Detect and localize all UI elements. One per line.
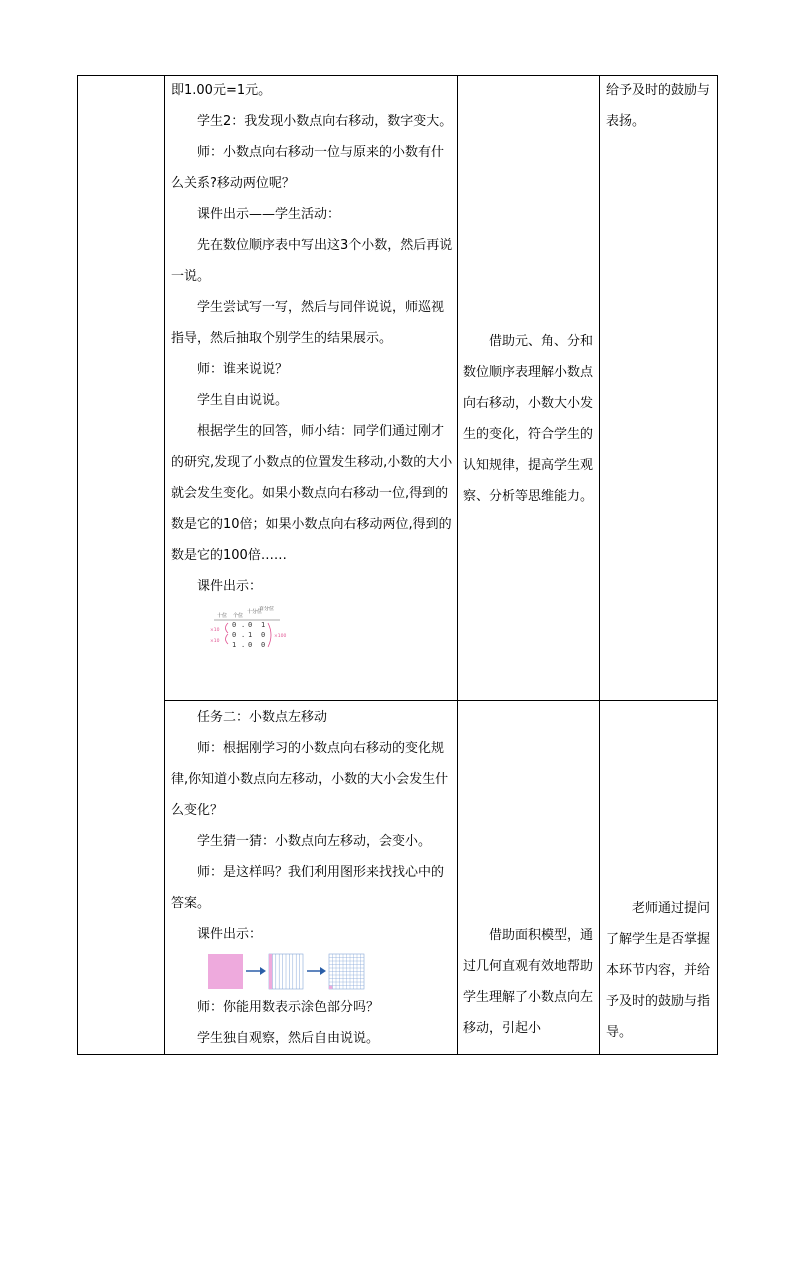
row-1-ones: 0: [232, 621, 237, 629]
area-model-svg: [208, 953, 368, 991]
left-bracket-1: [226, 623, 229, 633]
whole-square-shaded: [208, 954, 243, 989]
row-1-hundredths: 1: [261, 621, 266, 629]
paragraph: 师：谁来说说？: [197, 362, 289, 377]
intent-cell-row1: [463, 326, 594, 951]
row-2-hundredths: 0: [261, 631, 266, 639]
header-tenths: 十分位: [247, 609, 263, 615]
paragraph: 课件出示——学生活动：: [197, 207, 341, 222]
paragraph: 即1.00元=1元。: [171, 83, 272, 98]
right-bracket: [268, 623, 271, 647]
evaluation-cell-row1: [606, 75, 714, 700]
column-divider-3: [599, 75, 600, 1055]
paragraph: 师：你能用数表示涂色部分吗？: [197, 1000, 380, 1015]
times-ten-label-2: ×10: [210, 639, 220, 644]
row-divider: [164, 700, 718, 701]
paragraph: 课件出示：: [197, 927, 263, 942]
paragraph: 课件出示：: [197, 579, 263, 594]
paragraph: 借助面积模型，通过几何直观有效地帮助学生理解了小数点向左移动，引起小: [463, 928, 594, 1036]
evaluation-cell-row2: [606, 893, 714, 1247]
paragraph: 任务二：小数点左移动: [197, 710, 328, 725]
row-3-ones: 1: [232, 641, 237, 649]
paragraph: 师：是这样吗？我们利用图形来找找心中的答案。: [171, 865, 445, 911]
times-hundred-label: ×100: [274, 634, 287, 639]
intent-cell-row2: [463, 920, 594, 1274]
paragraph: 学生独自观察，然后自由说说。: [197, 1031, 380, 1046]
activity-cell-row1: [171, 75, 454, 700]
paragraph: 借助元、角、分和数位顺序表理解小数点向右移动，小数大小发生的变化，符合学生的认知规律，提高学生观察、分析等思维能力。: [463, 334, 594, 504]
tenths-grid: [269, 954, 303, 989]
paragraph: 先在数位顺序表中写出这3个小数，然后再说一说。: [171, 238, 453, 284]
row-3-tenths: 0: [248, 641, 253, 649]
left-bracket-2: [226, 634, 229, 644]
table-border-left: [77, 75, 78, 1055]
column-divider-2: [457, 75, 458, 1055]
times-ten-label-1: ×10: [210, 628, 220, 633]
header-ones: 个位: [233, 613, 244, 619]
paragraph: 给予及时的鼓励与表扬。: [606, 83, 711, 129]
paragraph: 根据学生的回答，师小结：同学们通过刚才的研究,发现了小数点的位置发生移动,小数的大小就会发生变化。如果小数点向右移动一位,得到的数是它的10倍；如果小数点向右移动两位,得到的数是它的100倍……: [171, 424, 453, 563]
arrow-1-head: [260, 967, 266, 975]
column-divider-1: [164, 75, 165, 1055]
paragraph: 师：小数点向右移动一位与原来的小数有什么关系?移动两位呢？: [171, 145, 445, 191]
activity-cell-row2: [171, 702, 454, 1056]
place-value-table-figure: [208, 606, 454, 666]
paragraph: 学生猜一猜：小数点向左移动，会变小。: [197, 834, 432, 849]
hundredths-grid: [329, 954, 364, 989]
row-1-point: .: [241, 621, 246, 629]
paragraph: 学生自由说说。: [197, 393, 289, 408]
header-hundredths: 百分位: [259, 606, 275, 612]
row-3-point: .: [241, 641, 246, 649]
paragraph: 老师通过提问了解学生是否掌握本环节内容，并给予及时的鼓励与指导。: [606, 901, 711, 1040]
place-value-table-svg: [208, 606, 298, 654]
row-2-tenths: 1: [248, 631, 253, 639]
row-2-point: .: [241, 631, 246, 639]
area-model-figure: [208, 952, 454, 992]
paragraph: 学生2：我发现小数点向右移动，数字变大。: [197, 114, 453, 129]
row-1-tenths: 0: [248, 621, 253, 629]
paragraph: 学生尝试写一写，然后与同伴说说，师巡视指导，然后抽取个别学生的结果展示。: [171, 300, 445, 346]
header-tens: 十位: [217, 613, 228, 619]
table-border-right: [717, 75, 718, 1055]
lesson-table: [77, 75, 718, 1055]
row-3-hundredths: 0: [261, 641, 266, 649]
arrow-2-head: [320, 967, 326, 975]
row-2-ones: 0: [232, 631, 237, 639]
paragraph: 师：根据刚学习的小数点向右移动的变化规律,你知道小数点向左移动，小数的大小会发生什么变化？: [171, 741, 449, 818]
